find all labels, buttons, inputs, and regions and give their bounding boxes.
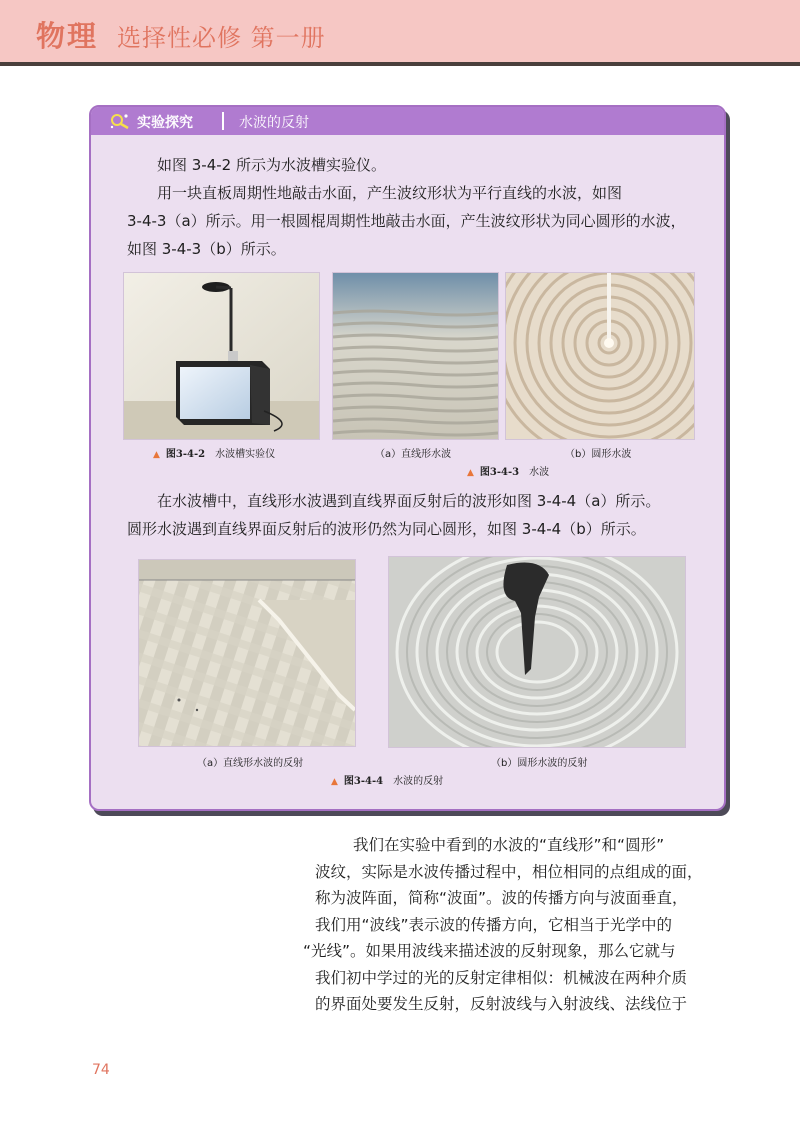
experiment-title-bar — [91, 107, 724, 135]
body-line: 我们在实验中看到的水波的“直线形”和“圆形” — [353, 836, 665, 854]
figure-3-4-4-text: 水波的反射 — [393, 776, 444, 787]
title-separator — [222, 112, 224, 130]
circular-wave-photo — [505, 272, 695, 440]
figure-3-4-3-caption: ▲ 图3-4-3 水波 — [467, 467, 550, 478]
magnifier-icon — [109, 112, 131, 130]
straight-wave-photo — [332, 272, 499, 440]
figure-3-4-2-caption: ▲ 图3-4-2 水波槽实验仪 — [153, 449, 276, 460]
paragraph-2-line: 用一块直板周期性地敲击水面，产生波纹形状为平行直线的水波，如图 — [157, 184, 623, 202]
figure-3-4-4a-caption: （a）直线形水波的反射 — [197, 758, 304, 769]
page-number: 74 — [92, 1062, 110, 1078]
paragraph-2-line: 如图 3-4-3（b）所示。 — [127, 240, 286, 258]
paragraph-2-line: 3-4-3（a）所示。用一根圆棍周期性地敲击水面，产生波纹形状为同心圆形的水波， — [127, 212, 686, 230]
body-line: 称为波阵面，简称“波面”。波的传播方向与波面垂直， — [315, 889, 688, 907]
paragraph-3-line: 圆形水波遇到直线界面反射后的波形仍然为同心圆形，如图 3-4-4（b）所示。 — [127, 520, 646, 538]
ripple-tank-photo — [123, 272, 320, 440]
header-rule — [0, 62, 800, 66]
body-line: 波纹，实际是水波传播过程中，相位相同的点组成的面， — [315, 862, 703, 881]
figure-3-4-3b-caption: （b）圆形水波 — [565, 449, 632, 460]
subject-title: 物理 — [36, 19, 99, 53]
figure-3-4-3-number: 图3-4-3 — [479, 467, 520, 478]
paragraph-3-line: 在水波槽中，直线形水波遇到直线界面反射后的波形如图 3-4-4（a）所示。 — [157, 492, 661, 510]
figure-3-4-3a-caption: （a）直线形水波 — [375, 449, 452, 460]
experiment-topic: 水波的反射 — [239, 115, 309, 131]
paragraph-2 — [127, 179, 707, 263]
figure-3-4-2-number: 图3-4-2 — [165, 449, 206, 460]
paragraph-3 — [127, 487, 707, 543]
figure-3-4-4-number: 图3-4-4 — [343, 776, 384, 787]
body-line: “光线”。如果用波线来描述波的反射现象，那么它就与 — [303, 942, 676, 960]
figure-3-4-2-text: 水波槽实验仪 — [215, 449, 276, 460]
paragraph-1: 如图 3-4-2 所示为水波槽实验仪。 — [157, 156, 386, 174]
circular-reflection-photo — [388, 556, 686, 748]
body-paragraph — [303, 832, 735, 1018]
book-title: 选择性必修 第一册 — [117, 24, 326, 52]
figure-3-4-4-caption: ▲ 图3-4-4 水波的反射 — [331, 776, 444, 787]
body-line: 我们用“波线”表示波的传播方向，它相当于光学中的 — [315, 915, 673, 934]
body-line: 我们初中学过的光的反射定律相似：机械波在两种介质 — [315, 968, 688, 987]
experiment-label: 实验探究 — [137, 115, 193, 131]
body-line: 的界面处要发生反射，反射波线与入射波线、法线位于 — [315, 995, 688, 1013]
figure-3-4-3-text: 水波 — [529, 467, 550, 478]
straight-reflection-photo — [138, 559, 356, 747]
experiment-box — [89, 105, 726, 811]
figure-3-4-4b-caption: （b）圆形水波的反射 — [491, 758, 588, 769]
